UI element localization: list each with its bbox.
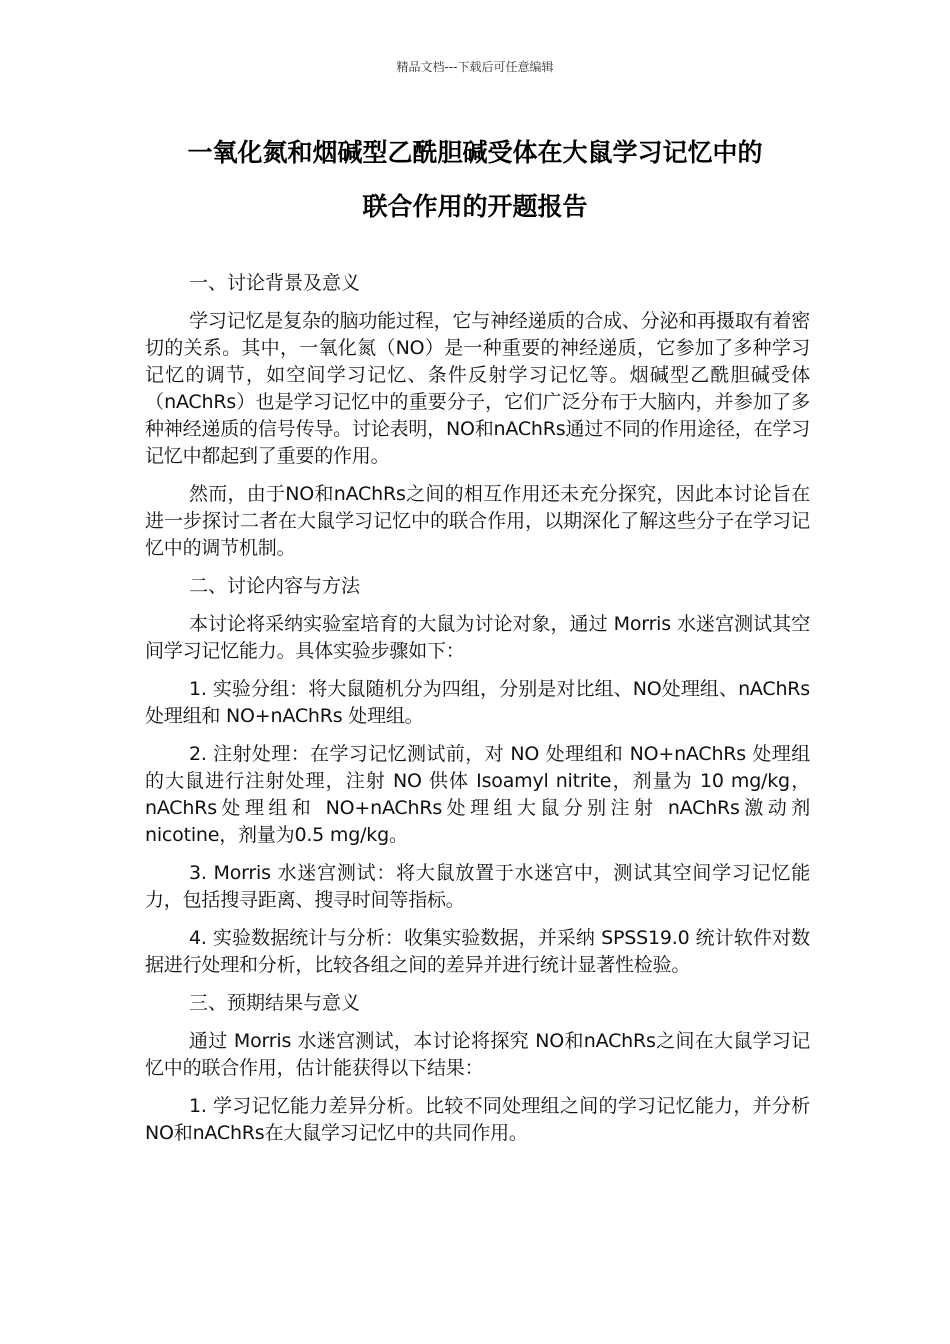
document-title-line-1: 一氧化氮和烟碱型乙酰胆碱受体在大鼠学习记忆中的 [187,138,763,167]
section-2-step-3: 3. Morris 水迷宫测试：将大鼠放置于水迷宫中，测试其空间学习记忆能力，包括搜寻距离、搜寻时间等指标。 [145,862,810,911]
section-3-heading: 三、预期结果与意义 [189,992,361,1014]
section-2-step-2: 2. 注射处理：在学习记忆测试前，对 NO 处理组和 NO+nAChRs 处理组的大鼠进行注射处理，注射 NO 供体 Isoamyl nitrite，剂量为 10 mg/kg，nAChRs处理组和 NO+nAChRs处理组大鼠分别注射 nAChRs激动剂 nicotine，剂量为0.5 mg/kg。 [145,743,810,846]
section-3-paragraph-1: 通过 Morris 水迷宫测试，本讨论将探究 NO和nAChRs之间在大鼠学习记忆中的联合作用，估计能获得以下结果： [145,1030,810,1079]
section-3-result-1: 1. 学习记忆能力差异分析。比较不同处理组之间的学习记忆能力，并分析 NO和nAChRs在大鼠学习记忆中的共同作用。 [145,1095,810,1144]
document-body [145,270,810,1158]
section-2-paragraph-1: 本讨论将采纳实验室培育的大鼠为讨论对象，通过 Morris 水迷宫测试其空间学习记忆能力。具体实验步骤如下： [145,613,810,662]
section-1-heading: 一、讨论背景及意义 [189,272,361,294]
section-2-step-4: 4. 实验数据统计与分析：收集实验数据，并采纳 SPSS19.0 统计软件对数据进行处理和分析，比较各组之间的差异并进行统计显著性检验。 [145,927,810,976]
section-1-paragraph-1: 学习记忆是复杂的脑功能过程，它与神经递质的合成、分泌和再摄取有着密切的关系。其中，一氧化氮（NO）是一种重要的神经递质，它参加了多种学习记忆的调节，如空间学习记忆、条件反射学习记忆等。烟碱型乙酰胆碱受体（nAChRs）也是学习记忆中的重要分子，它们广泛分布于大脑内，并参加了多种神经递质的信号传导。讨论表明，NO和nAChRs通过不同的作用途径，在学习记忆中都起到了重要的作用。 [145,310,810,467]
section-1-paragraph-2: 然而，由于NO和nAChRs之间的相互作用还未充分探究，因此本讨论旨在进一步探讨二者在大鼠学习记忆中的联合作用，以期深化了解这些分子在学习记忆中的调节机制。 [145,483,810,559]
section-2-step-1: 1. 实验分组：将大鼠随机分为四组，分别是对比组、NO处理组、nAChRs处理组和 NO+nAChRs 处理组。 [145,678,810,727]
document-title-line-2: 联合作用的开题报告 [362,192,588,221]
header-watermark: 精品文档---下载后可任意编辑 [396,60,554,74]
section-2-heading: 二、讨论内容与方法 [189,575,361,597]
